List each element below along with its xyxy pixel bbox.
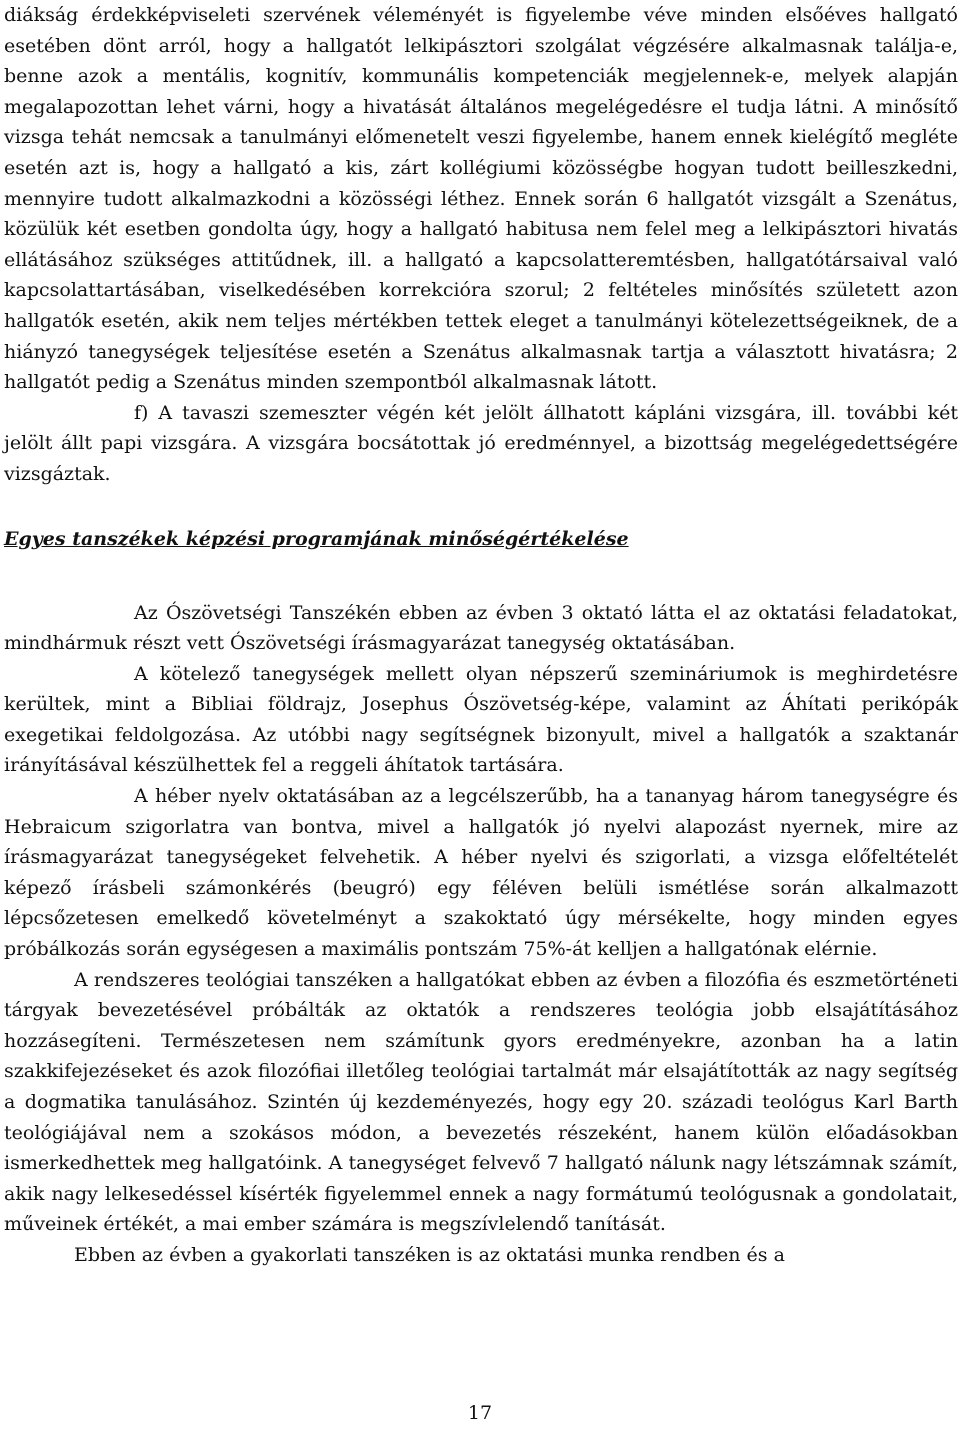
paragraph-practical-theology: Ebben az évben a gyakorlati tanszéken is az oktatási munka rendben és a [74, 1243, 785, 1266]
paragraph-senate-evaluation: diákság érdekképviseleti szervének véleményét is figyelembe véve minden elsőéves hallgató esetében dönt arról, hogy a hallgatót lelkipásztori szolgálat végzésére alkalmasnak találja-e, benne azok a mentális, kognitív, kommunális kompetenciák megjelennek-e, melyek alapján megalapozottan lehet várni, hogy a hivatását általános megelégedésre el tudja látni. A minősítő vizsga tehát nemcsak a tanulmányi előmenetelt veszi figyelembe, hanem ennek kielégítő megléte esetén azt is, hogy a hallgató a kis, zárt kollégiumi közösségbe hogyan tudott beilleszkedni, mennyire tudott alkalmazkodni a közösségi léthez. Ennek során 6 hallgatót vizsgált a Szenátus, közülük két esetben gondolta úgy, hogy a hallgató habitusa nem felel meg a lelkipásztori hivatás ellátásához szükséges attitűdnek, ill. a hallgató a kapcsolatteremtésben, hallgatótársaival való kapcsolattartásában, viselkedésében korrekcióra szorul; 2 feltételes minősítés született azon hallgatók esetén, akik nem teljes mértékben tettek eleget a tanulmányi kötelezettségeiknek, de a hiányzó tanegységek teljesítése esetén a Szenátus alkalmasnak tartja a választott hivatásra; 2 hallgatót pedig a Szenátus minden szempontból alkalmasnak látott. [4, 4, 958, 394]
section-heading: Egyes tanszékek képzési programjának minőségértékelése [4, 527, 629, 550]
document-page [4, 0, 958, 1271]
paragraph-chaplain-exam: f) A tavaszi szemeszter végén két jelölt állhatott kápláni vizsgára, ill. további két jelölt állt papi vizsgára. A vizsgára bocsátottak jó eredménnyel, a bizottság megelégedettségére vizsgáztak. [4, 401, 958, 485]
paragraph-old-testament-department: Az Ószövetségi Tanszékén ebben az évben 3 oktató látta el az oktatási feladatokat, mindhármuk részt vett Ószövetségi írásmagyarázat tanegység oktatásában. [4, 601, 958, 655]
heading-spacer [4, 584, 958, 598]
paragraph-systematic-theology: A rendszeres teológiai tanszéken a hallgatókat ebben az évben a filozófia és eszmetörténeti tárgyak bevezetésével próbálták az oktatók a rendszeres teológia jobb elsajátításához hozzásegíteni. Természetesen nem számítunk gyors eredményekre, azonban ha a latin szakkifejezéseket és azok filozófiai illetőleg teológiai tartalmát már elsajátították az nagy segítség a dogmatika tanulásához. Szintén új kezdeményezés, hogy egy 20. századi teológus Karl Barth teológiájával nem a szokásos módon, a bevezetés részeként, hanem külön előadásokban ismerkedhettek meg hallgatóink. A tanegységet felvevő 7 hallgató nálunk nagy létszámnak számít, akik nagy lelkesedéssel kísérték figyelemmel ennek a nagy formátumú teológusnak a gondolatait, műveinek értékét, a mai ember számára is megszívlelendő tanítását. [4, 968, 958, 1236]
page-number: 17 [467, 1402, 493, 1424]
paragraph-seminars: A kötelező tanegységek mellett olyan népszerű szemináriumok is meghirdetésre kerültek, mint a Bibliai földrajz, Josephus Ószövetség-képe, valamint az Áhítati perikópák exegetikai feldolgozása. Az utóbbi nagy segítségnek bizonyult, mivel a hallgatók a szaktanár irányításával készülhettek fel a reggeli áhítatok tartására. [4, 662, 958, 777]
paragraph-hebrew-language: A héber nyelv oktatásában az a legcélszerűbb, ha a tananyag három tanegységre és Hebraicum szigorlatra van bontva, mivel a hallgatók jó nyelvi alapozást nyernek, mire az írásmagyarázat tanegységeket felvehetik. A héber nyelvi és szigorlati, a vizsga előfeltételét képező írásbeli számonkérés (beugró) egy féléven belüli ismétlése során alkalmazott lépcsőzetesen emelkedő követelményt a szakoktató úgy mérsékelte, hogy minden egyes próbálkozás során egységesen a maximális pontszám 75%-át kelljen a hallgatónak elérnie. [4, 785, 958, 961]
